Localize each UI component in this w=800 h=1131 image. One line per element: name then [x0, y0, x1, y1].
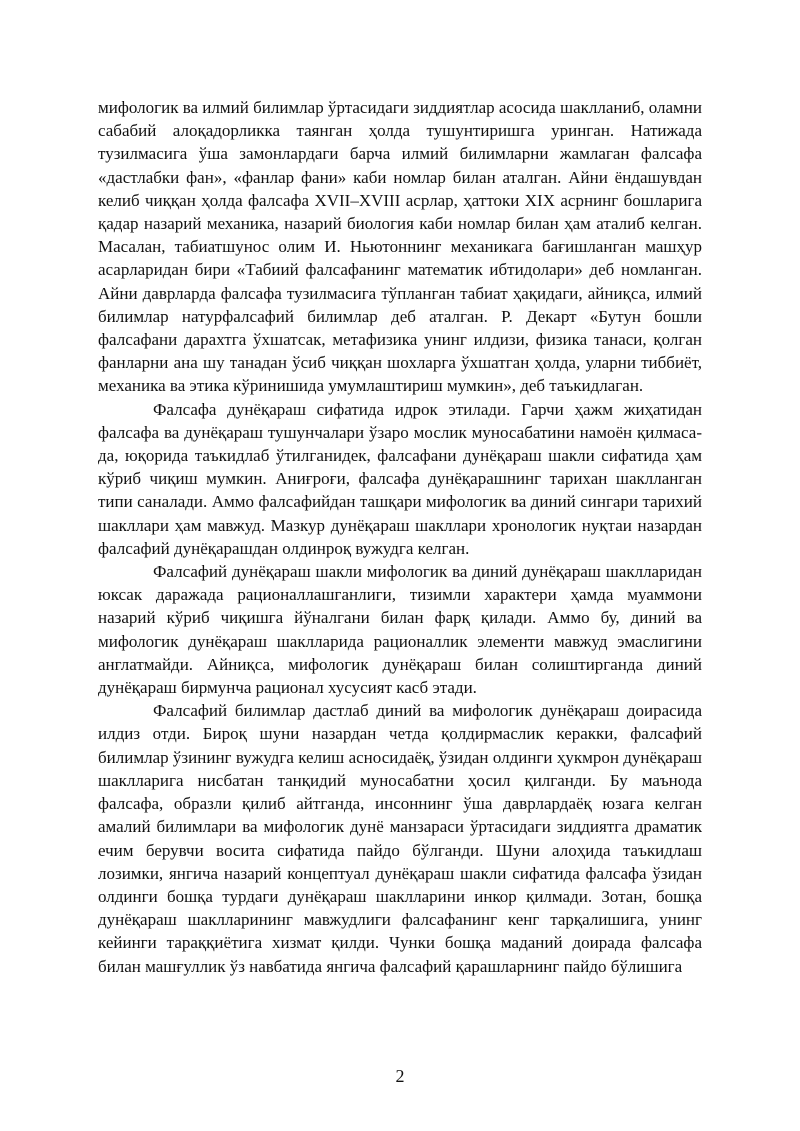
body-text — [98, 96, 702, 978]
paragraph-4: Фалсафий билимлар дастлаб диний ва мифологик дунёқараш доирасида илдиз отди. Бироқ шуни назардан четда қолдирмаслик керакки, фалсафий билимлар ўзининг вужудга келиш асносидаёқ, ўзидан олдинги ҳукмрон дунёқараш шаклларига нисбатан танқидий муносабатни ҳосил қилганди. Бу маънода фалсафа, образли қилиб айтганда, инсоннинг ўша даврлардаёқ юзага келган амалий билимлари ва мифологик дунё манзараси ўртасидаги зиддиятга драматик ечим берувчи восита сифатида пайдо бўлганди. Шуни алоҳида таъкидлаш лозимки, янгича назарий концептуал дунёқараш шакли сифатида фалсафа ўзидан олдинги бошқа турдаги дунёқараш шаклларини инкор қилмади. Зотан, бошқа дунёқараш шаклларининг мавжудлиги фалсафанинг кенг тарқалишига, унинг кейинги тараққиётига хизмат қилди. Чунки бошқа маданий доирада фалсафа билан машғуллик ўз навбатида янгича фалсафий қарашларнинг пайдо бўлишига — [98, 701, 702, 976]
paragraph-2: Фалсафа дунёқараш сифатида идрок этилади. Гарчи ҳажм жиҳатидан фалсафа ва дунёқараш тушунчалари ўзаро мослик муносабатини намоён қилмаса-да, юқорида таъкидлаб ўтилганидек, фалсафани дунёқараш шакли сифатида ҳам кўриб чиқиш мумкин. Аниғроғи, фалсафа дунёқарашнинг тарихан шаклланган типи саналади. Аммо фалсафийдан ташқари мифологик ва диний сингари тарихий шакллари ҳам мавжуд. Мазкур дунёқараш шакллари хронологик нуқтаи назардан фалсафий дунёқарашдан олдинроқ вужудга келган. — [98, 399, 702, 558]
paragraph-1: мифологик ва илмий билимлар ўртасидаги зиддиятлар асосида шаклланиб, оламни сабабий алоқадорликка таянган ҳолда тушунтиришга уринган. Натижада тузилмасига ўша замонлардаги барча илмий билимларни жамлаган фалсафа «дастлабки фан», «фанлар фани» каби номлар билан аталган. Айни ёндашувдан келиб чиққан ҳолда фалсафа XVII–XVIII асрлар, ҳаттоки XIX асрнинг бошларига қадар назарий механика, назарий биология каби номлар билан ҳам аталиб келган. Масалан, табиатшунос олим И. Ньютоннинг механикага бағишланган машҳур асарларидан бири «Табиий фалсафанинг математик ибтидолари» деб номланган. Айни даврларда фалсафа тузилмасига тўпланган табиат ҳақидаги, айниқса, илмий билимлар натурфалсафий билимлар деб аталган. Р. Декарт «Бутун бошли фалсафани дарахтга ўхшатсак, метафизика унинг илдизи, физика танаси, қолган фанларни ана шу танадан ўсиб чиққан шохларга ўхшатган ҳолда, уларни тиббиёт, механика ва этика кўринишида умумлаштириш мумкин», деб таъкидлаган. — [98, 98, 702, 396]
paragraph-3: Фалсафий дунёқараш шакли мифологик ва диний дунёқараш шаклларидан юксак даражада рационаллашганлиги, тизимли характери ҳамда муаммони назарий кўриб чиқишга йўналгани билан фарқ қилади. Аммо бу, диний ва мифологик дунёқараш шаклларида рационаллик элементи мавжуд эмаслигини англатмайди. Айниқса, мифологик дунёқараш билан солиштирганда диний дунёқараш бирмунча рационал хусусият касб этади. — [98, 562, 702, 698]
page-number: 2 — [395, 1066, 405, 1086]
